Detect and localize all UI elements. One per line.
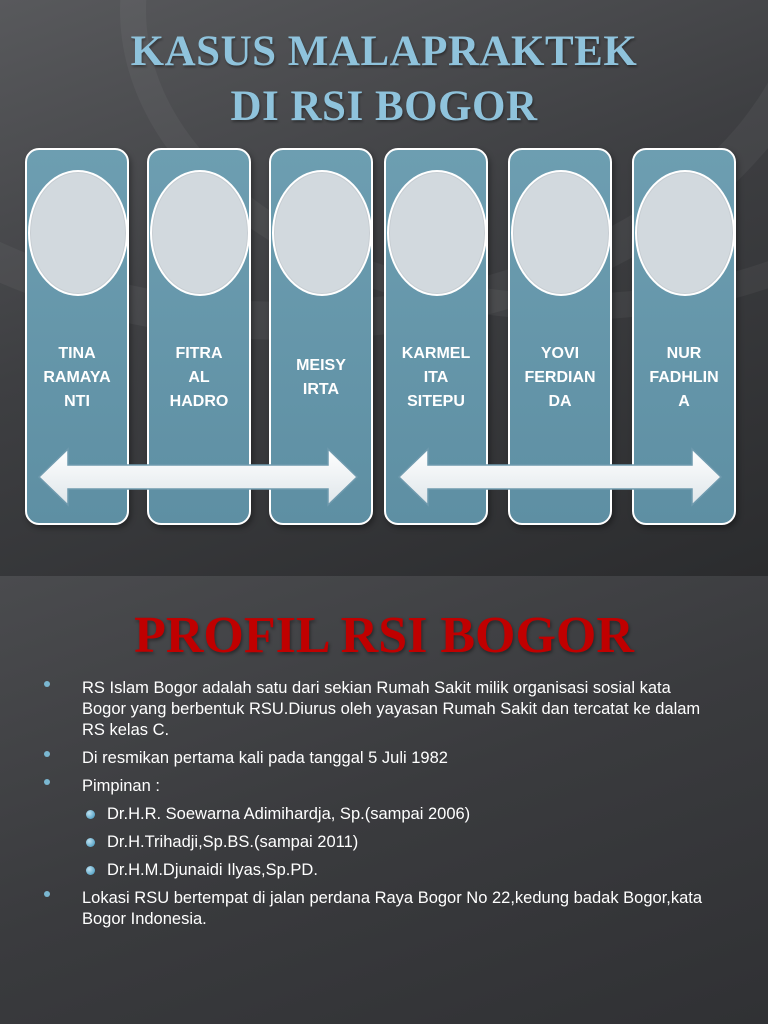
- title-line-1: KASUS MALAPRAKTEK: [130, 28, 638, 75]
- person-name: MEISY IRTA: [296, 357, 346, 398]
- slide2-title: PROFIL RSI BOGOR: [134, 607, 634, 664]
- bullet-text: Dr.H.Trihadji,Sp.BS.(sampai 2011): [107, 833, 359, 851]
- bullet-text: RS Islam Bogor adalah satu dari sekian Rumah Sakit milik organisasi sosial kata Bogor yang berbentuk RSU.Diurus oleh yayasan Rumah Sakit dan tercatat ke dalam RS kelas C.: [82, 679, 701, 739]
- bullet-text: Dr.H.R. Soewarna Adimihardja, Sp.(sampai 2006): [107, 805, 471, 823]
- sub-list-item: [0, 804, 768, 825]
- photo-placeholder: [387, 170, 487, 296]
- bullet-icon: [86, 810, 95, 819]
- photo-placeholder: [28, 170, 128, 296]
- bullet-list: [0, 678, 768, 937]
- bullet-text: Lokasi RSU bertempat di jalan perdana Raya Bogor No 22,kedung badak Bogor,kata Bogor Indonesia.: [82, 889, 703, 928]
- person-name: NUR FADHLIN A: [649, 345, 719, 410]
- list-item: [0, 678, 768, 741]
- double-arrow-icon: [36, 446, 360, 508]
- slide1-title: [0, 24, 768, 134]
- list-item: [0, 776, 768, 797]
- bullet-icon: [86, 838, 95, 847]
- photo-placeholder: [635, 170, 735, 296]
- bullet-icon: [44, 779, 50, 785]
- photo-placeholder: [272, 170, 372, 296]
- sub-list-item: [0, 832, 768, 853]
- person-name: TINA RAMAYA NTI: [43, 345, 111, 410]
- list-item: [0, 888, 768, 930]
- person-name: FITRA AL HADRO: [169, 345, 229, 410]
- bullet-icon: [44, 751, 50, 757]
- title-line-2: DI RSI BOGOR: [230, 83, 538, 130]
- bullet-icon: [86, 866, 95, 875]
- bullet-text: Pimpinan :: [82, 777, 160, 795]
- bullet-text: Di resmikan pertama kali pada tanggal 5 Juli 1982: [82, 749, 448, 767]
- person-name: KARMEL ITA SITEPU: [401, 345, 471, 410]
- person-name: YOVI FERDIAN DA: [524, 345, 596, 410]
- bullet-icon: [44, 681, 50, 687]
- photo-placeholder: [150, 170, 250, 296]
- slide-profile: [0, 576, 768, 1024]
- sub-list-item: [0, 860, 768, 881]
- bullet-text: Dr.H.M.Djunaidi Ilyas,Sp.PD.: [107, 861, 318, 879]
- bullet-icon: [44, 891, 50, 897]
- photo-placeholder: [511, 170, 611, 296]
- double-arrow-icon: [396, 446, 724, 508]
- list-item: [0, 748, 768, 769]
